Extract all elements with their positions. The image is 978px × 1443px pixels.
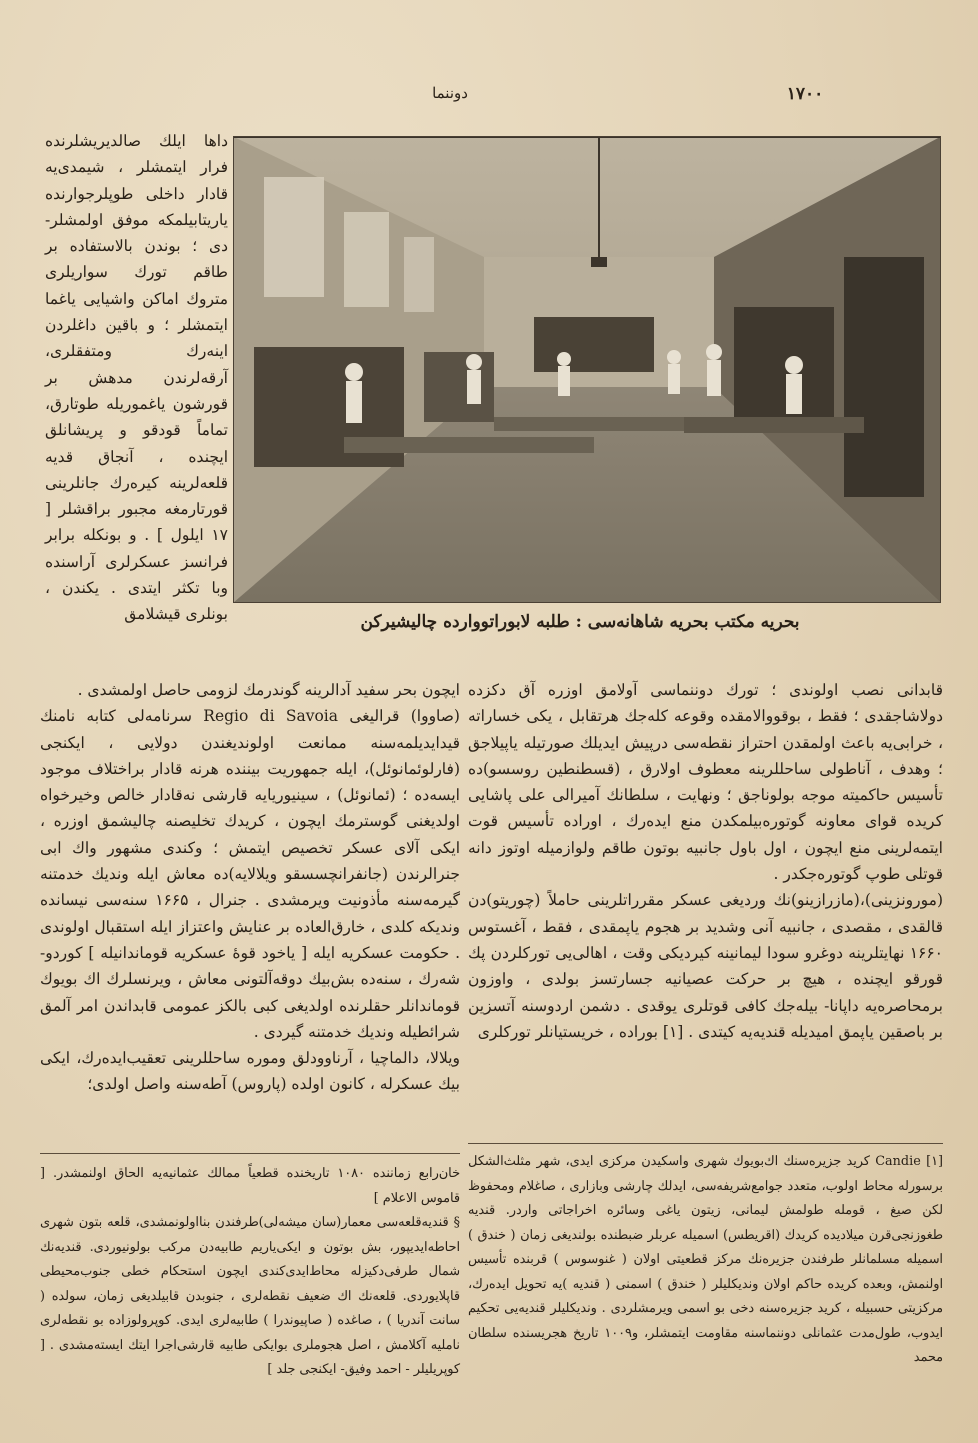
footnote-divider-left [40, 1153, 460, 1154]
running-header-title: دوننما [432, 84, 468, 102]
photo-caption: بحريه مكتب بحريه شاهانه‌سی : طلبه لابوراتووارده چالیشیرکن [360, 612, 800, 632]
footnote-right: [۱] Candie کرید جزیره‌سنك اك‌بویوك شهری واسکیدن مرکزی ایدی، شهر مثلث‌الشکل برسورله محاط اولوب، متعدد جوامع‌شریفه‌سی، ایدلك چارشی وبازاری ، صاغلام ومحفوظ لکن صیغ ، قومله طولمش لیمانی، زیتون یاغی وسائره اخراجاتی واردر. قندیه طغوزنجی‌قرن میلادیده کریدك (اقریطس) اسمیله عربلر ضبطنده بولندیغی زمان ( خندق ) اسمیله مسلمانلر طرفندن جزیره‌نك مرکز قطعیتی اولان ( غنوسوس ) قربنده تأسیس اولنمش، وبعده کریده حاکم اولان وندیکلیلر ( خندق ) اسمنی ( قندیه )یه تحویل ایده‌رك، مرکزیتی حسبیله ، کرید جزیره‌سنه دخی بو اسمی ویرمشلردی . وندیکلیلر قندیه‌یی تحکیم ایدوب، طول‌مدت عثمانلی دوننماسنه مقاومت ایتمشلر، و۱۰۰۹ تاریخ هجریسنده سلطان محمد [468, 1154, 944, 1365]
footnote-left-2: § قندیه‌قلعه‌سی معمار(سان میشه‌لی)طرفندن بنااولونمشدی، قلعه بتون شهری احاطه‌ایدیپور، بش بوتون و ایکی‌یاریم طابیه‌دن مرکب بولونیوردی. قندیه‌نك شمال طرفی‌دکیزله محاط‌ایدی‌کندی ایچون استحکام خطی جنوب‌محیطی قاپلایوردی. قلعه‌نك اك ضعیف نقطه‌لری ، جنوبدن قابیلدیغی زمان، سولده ( سانت آندریا ) ، صاغده ( صاپیوندرا ) طابیه‌لری ایدی. کوپرولوزاده بو نقطه‌لری ناملیه آکلامش ، اصل هجوملری بوایکی طابیه قارشی‌اجرا ایتك ایسته‌مشدی . [ کوپریلیلر - احمد وفیق- ایکنجی جلد ] [40, 1215, 460, 1377]
right-paragraph-2: (مورونزینی)،(مازرازینو)نك وردیغی عسکر مقرراتلرینی حاملاً (چوریتو)دن قالقدی ، مقصدی ، جانبیه آنی وشدید بر هجوم یاپمقدی ، فقط ، آغستوس ۱۶۶۰ نهایتلرینه دوغرو سودا لیمانینه کیردیکی وقت ، اهالی‌یی تورکلردن پك قورقو ایچنده ، هیچ بر حرکت عصیانیه جسارتسز بولدی ، واوزون برمحاصره‌یه داپانا- بیله‌جك کافی قوتلری یوقدی . دشمن اردوسنه آتسزین بر باصقین یاپمق امیدیله قندیه‌یه کیتدی . [۱] بوراده ، خریستیانلر تورکلری [468, 891, 943, 1041]
left-paragraph-3: ویلالا، دالماچیا ، آرناوودلق وموره ساحللرینی تعقیب‌ایده‌رك، ایکی بیك عسکرله ، کانون اولده (پاروس) آطه‌سنه واصل اولدی؛ [40, 1049, 460, 1094]
left-column [40, 677, 460, 1098]
left-paragraph-2: (صاووا) قرالیغی Regio di Savoia سرنامه‌لی کتابه نامنك قیدایدیلمه‌سنه ممانعت اولوندیغندن دولایی ، ایکنجی (فارلوئمانوئل)، ایله جمهوریت بیننده هرنه قادار براختلاف موجود ایسه‌ده ؛ (ئمانوئل) ، سینیوریایه قارشی نه‌قادار خالص وخیرخواه اولدیغنی گوسترمك ایچون ، کریدك تخلیصنه چالیشمق اوزره ، ایکی آلای عسکر تخصیص ایتمش ؛ وکندی مشهور واك ابی جنرالرندن (جانفرانچسسقو ویلالایه)ده معاش ایله وندیك خدمتنه گیرمه‌سنه مأذونیت ویرمشدی . جنرال ، ۱۶۶۵ سنه‌سی نیسانده وندیکه کلدی ، خارق‌العاده بر عنایش واعتزاز ایله استقبال اولوندی . حکومت عسکریه ایله [ یاخود قوهٔ عسکریه قوماندانیله ] کوردو- شه‌رك ، سنه‌ده بش‌بیك دوقه‌آلتونی معاش ، ویرنسلرك اك بویوك قوماندانلر حقلرنده اولدیغی کبی بالکز عمومی قابداندن امر آلمق شرائطیله وندیك خدمتنه گیردی . [40, 707, 460, 1041]
right-paragraph-1: قابدانی نصب اولوندی ؛ تورك دوننماسی آولامق اوزره آق دکزده دولاشاجقدی ؛ فقط ، بوقووالامقده وقوعه کله‌جك هرتقابل ، یکی خساراته ، خرابی‌یه باعث اولمقدن احتراز نقطه‌سی درپیش ایدیلك صورتیله یاپیلاجق ؛ وهدف ، آناطولی ساحللرینه معطوف اولارق ، (قسطنطین روسسو)ده تأسیس حاکمیته موجه بولوناجق ؛ ونهایت ، سلطانك آمیرالی علی پاشایی کریده قوای معاونه گوتوره‌بیلمکدن منع ایده‌رك ، اوراده تأسیس قوت ایتمه‌لرینی منع ایچون ، اول باول جانبیه بوتون طاقم ولوازمیله اوتوز دانه قوتلی طوپ گوتوره‌جکدر . [468, 681, 943, 884]
laboratory-photo-illustration [234, 137, 940, 602]
footnote-left-1: خان‌رابع زماننده ۱۰۸۰ تاریخنده قطعیاً ممالك عثمانیه‌یه الحاق اولنمشدر. [ قاموس الاعلام ] [40, 1166, 460, 1206]
left-paragraph-1: ایچون بحر سفید آدالرینه گوندرمك لزومی حاصل اولمشدی . [77, 681, 460, 699]
side-column-text: داها ایلك صالدیریشلرنده فرار ایتمشلر ، شیمدی‌یه قادار داخلی طوپلرجوارنده یاریتابیلمکه موفق اولمشلر- دی ؛ بوندن بالاستفاده بر طاقم تورك سواریلری متروك اماكن واشیایی یاغما ایتمشلر ؛ و باقین داغلردن اینه‌رك ومتفقلری، آرقه‌لرندن مدهش بر قورشون یاغموریله طوتارق، تماماً قودقو و پریشانلق ایچنده ، آنجاق قدیه قلعه‌لرینه کیره‌رك جانلرینی قورتارمغه مجبور براقشلر [ ۱۷ ایلول ] . و بونکله برابر فرانسز عسکرلری آراسنده وبا تکثر ایتدی . یکندن ، بونلری قیشلامق [45, 132, 228, 624]
footnote-divider-right [468, 1143, 943, 1144]
laboratory-photo [233, 136, 941, 603]
page-number: ١٧٠٠ [786, 84, 824, 104]
footnotes-left [40, 1162, 460, 1383]
right-column [468, 677, 943, 1045]
